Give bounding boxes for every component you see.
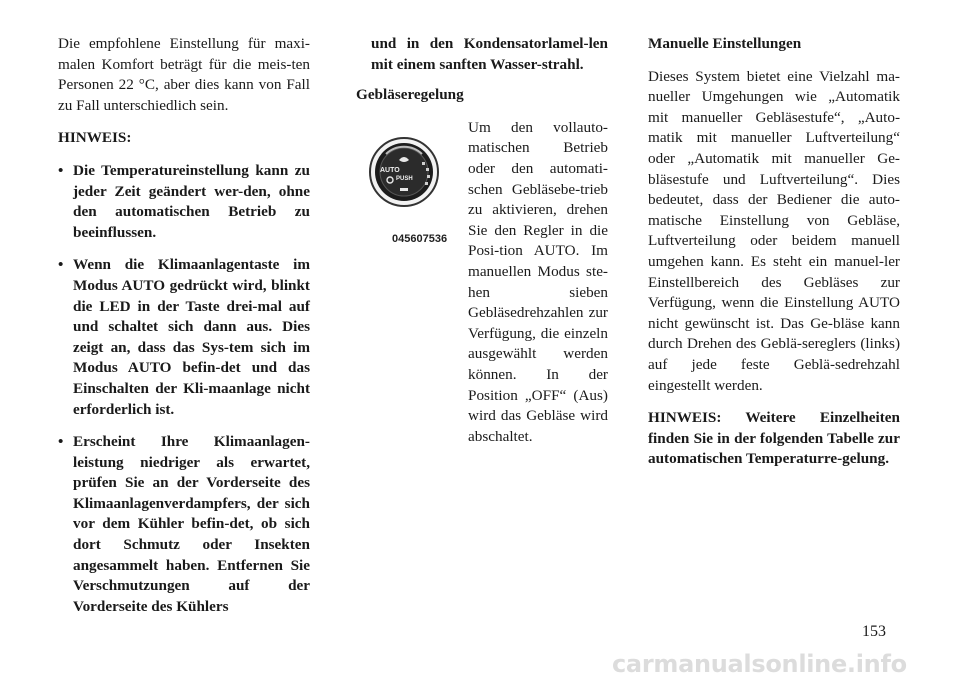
intro-paragraph: Die empfohlene Einstellung für maxi-malen Komfort beträgt für die meis-ten Personen 22 °C, aber dies kann von Fall zu Fall unterschiedlich sein. [58,35,310,114]
figure-number: 045607536 [392,232,448,245]
list-item-text: Wenn die Klimaanlagentaste im Modus AUTO gedrückt wird, blinkt die LED in der Taste drei-mal auf und schaltet sich dann aus. Dies zeigt an, dass das Sys-tem sich im Modus AUTO befin-det und das Einschalten der Kli-maanlage nicht erforderlich ist. [73,256,310,418]
column-right [648,34,900,482]
blower-section [356,118,608,445]
list-item-text: Erscheint Ihre Klimaanlagen-leistung niedriger als erwartet, prüfen Sie an der Vorderseite des Klimaanlagenverdampfers, der sich vor dem Kühler befin-det, ob sich dort Schmutz oder Insekten angesammelt haben. Entfernen Sie Verschmutzungen auf der Vorderseite des Kühlers [73,433,310,615]
blower-paragraph: Um den vollauto-matischen Betrieb oder den automati-schen Gebläsebe-trieb zu aktivieren, drehen Sie den Regler in die Posi-tion AUTO. Im manuellen Modus ste-hen sieben Gebläsedrehzahlen zur Verfügung, die einzeln ausgewählt werden können. In der Position „OFF“ (Aus) wird das Gebläse wird abschaltet. [468,118,608,445]
bullet-icon: • [58,256,64,274]
note-paragraph: HINWEIS: Weitere Einzelheiten finden Sie in der folgenden Tabelle zur automatischen Temperaturre-gelung. [648,409,900,468]
manual-paragraph: Dieses System bietet eine Vielzahl ma-nueller Umgehungen wie „Automatik mit manueller Gebläsestufe“, „Auto-matik mit manueller Luftverteilung“ oder „Automatik mit manueller Ge-bläsestufe und Luftverteilung“. Dies bedeutet, dass der Bediener die auto-matische Einstellung von Gebläse, Luftverteilung oder beidem manuell umgehen kann. Es steht ein manuel-ler Einstellbereich des Gebläses zur Verfügung, wenn die Einstellung AUTO nicht gewünscht ist. Das Ge-bläse kann durch Drehen des Geblä-sereglers (links) auf jede feste Geblä-sedrehzahl eingestellt werden. [648,67,900,394]
knob-push-label: PUSH [396,175,413,182]
column-left [58,34,310,629]
section-heading-manual: Manuelle Einstellungen [648,35,802,52]
list-item [58,432,310,617]
list-item-text: Die Temperatureinstellung kann zu jeder Zeit geändert wer-den, ohne den automatischen Betrieb zu beeinflussen. [73,161,310,241]
list-item [58,255,310,420]
bullet-icon: • [58,161,64,179]
list-item [58,161,310,243]
section-heading-blower: Gebläseregelung [356,86,464,104]
watermark: carmanualsonline.info [612,650,907,678]
blower-knob-figure [356,118,468,250]
column-middle [356,34,608,445]
hinweis-label: HINWEIS: [58,129,132,147]
bullet-continuation: und in den Kondensatorlamel-len mit einem sanften Wasser-strahl. [371,35,608,73]
page-number: 153 [862,623,886,640]
bullet-icon: • [58,433,64,451]
hinweis-list [58,161,310,617]
knob-auto-label: AUTO [380,166,400,174]
blower-knob-icon [356,118,468,228]
